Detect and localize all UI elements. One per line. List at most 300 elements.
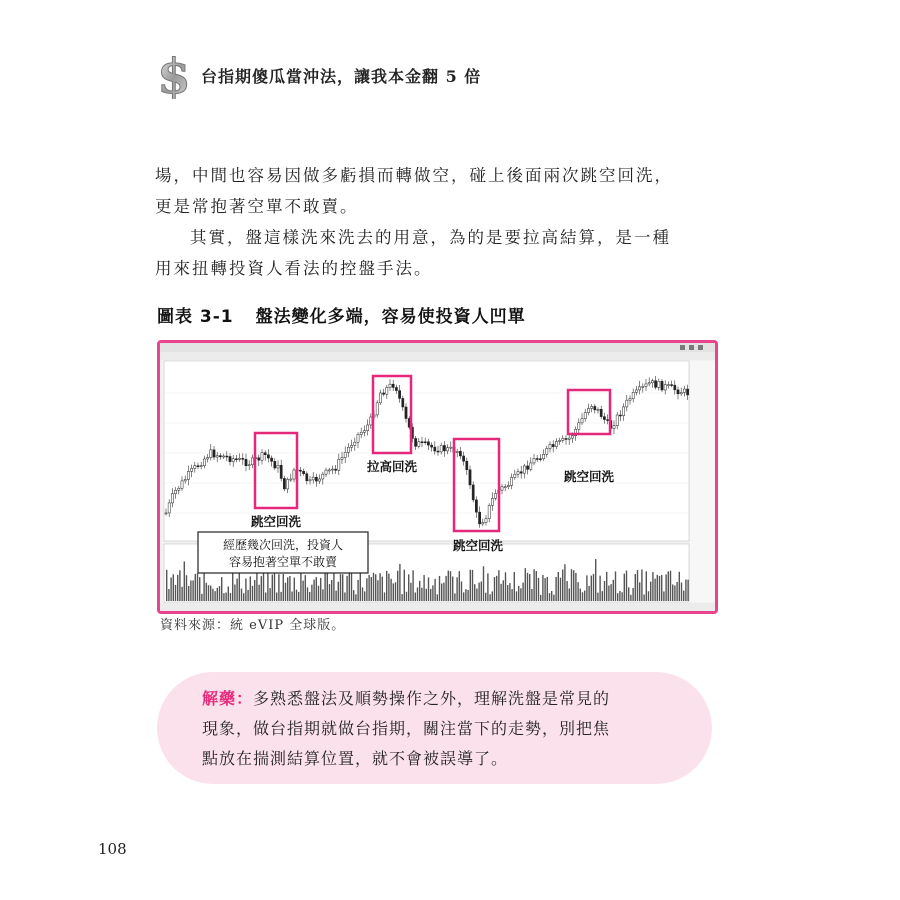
candle-body (607, 420, 609, 421)
candle-body (536, 458, 538, 459)
right-axis-strip (690, 361, 715, 602)
candle-body (581, 419, 583, 423)
volume-bar (461, 581, 462, 601)
paragraph-line: 用來扭轉投資人看法的控盤手法。 (155, 259, 433, 278)
candle-body (635, 390, 637, 392)
volume-bar (509, 583, 510, 601)
volume-bar (311, 585, 312, 601)
candle-body (683, 389, 685, 392)
volume-bar (639, 582, 640, 601)
volume-bar (410, 583, 411, 601)
chart-svg (160, 343, 715, 611)
volume-bar (280, 592, 281, 601)
volume-bar (549, 593, 550, 601)
volume-bar (472, 570, 473, 601)
candle-body (370, 417, 372, 425)
candle-body (584, 413, 586, 419)
candle-body (354, 442, 356, 445)
volume-bar (377, 580, 378, 601)
volume-bar (269, 588, 270, 601)
candle-body (168, 503, 170, 513)
volume-bar (683, 591, 684, 601)
candle-body (440, 445, 442, 451)
candle-body (338, 459, 340, 470)
candle-body (219, 456, 221, 457)
volume-bar (604, 581, 605, 601)
remedy-line-3: 點放在揣測結算位置，就不會被誤導了。 (202, 749, 509, 768)
price-plot-area (164, 361, 689, 541)
candle-body (386, 388, 388, 395)
candle-body (587, 408, 589, 412)
candle-body (274, 461, 276, 468)
candle-body (251, 458, 253, 465)
volume-bar (685, 580, 686, 601)
volume-bar (518, 586, 519, 601)
volume-bar (305, 575, 306, 601)
chart-toolbar (160, 352, 715, 360)
candle-body (242, 458, 244, 459)
volume-bar (261, 576, 262, 601)
candle-body (328, 470, 330, 471)
candle-body (651, 381, 653, 383)
candle-body (315, 477, 317, 481)
candle-body (200, 466, 202, 467)
candle-body (501, 487, 503, 490)
candle-body (629, 399, 631, 400)
candle-body (431, 445, 433, 447)
volume-bar (665, 574, 666, 601)
volume-bar (241, 589, 242, 601)
candle-body (383, 393, 385, 394)
candle-body (456, 451, 458, 452)
volume-bar (201, 594, 202, 601)
remedy-line-1 (202, 684, 682, 714)
volume-bar (324, 570, 325, 601)
volume-bar (421, 588, 422, 601)
body-text (155, 160, 715, 284)
volume-bar (489, 594, 490, 601)
volume-bar (591, 576, 592, 601)
volume-bar (511, 589, 512, 601)
remedy-box (157, 672, 712, 784)
volume-bar (419, 581, 420, 601)
volume-bar (254, 580, 255, 601)
volume-bar (542, 575, 543, 601)
volume-bar (344, 592, 345, 601)
volume-bar (177, 575, 178, 601)
volume-bar (522, 583, 523, 601)
candle-body (171, 494, 173, 503)
candle-body (223, 456, 225, 457)
candle-body (405, 407, 407, 419)
candle-body (261, 453, 263, 461)
volume-bar (184, 561, 185, 601)
volume-bar (621, 592, 622, 601)
volume-bar (538, 578, 539, 601)
volume-bar (500, 584, 501, 601)
volume-bar (584, 591, 585, 601)
volume-bar (577, 582, 578, 601)
volume-bar (223, 593, 224, 601)
window-controls (680, 345, 703, 350)
volume-bar (529, 574, 530, 601)
candle-body (325, 470, 327, 474)
volume-bar (487, 573, 488, 601)
volume-bar (560, 578, 561, 601)
candle-body (511, 477, 513, 485)
volume-bar (564, 564, 565, 601)
volume-bar (525, 568, 526, 601)
candle-body (299, 470, 301, 471)
figure-caption: 盤法變化多端，容易使投資人凹單 (255, 307, 526, 327)
volume-bar (289, 576, 290, 601)
volume-bar (199, 577, 200, 601)
volume-bar (214, 591, 215, 601)
volume-bar (366, 578, 367, 601)
volume-bar (362, 587, 363, 601)
volume-bar (443, 583, 444, 601)
volume-bar (384, 592, 385, 601)
candle-body (424, 442, 426, 443)
volume-bar (208, 585, 209, 601)
candle-body (527, 466, 529, 469)
volume-bar (630, 595, 631, 601)
candle-body (402, 398, 404, 407)
volume-bar (467, 590, 468, 601)
volume-bar (679, 572, 680, 601)
candle-body (565, 439, 567, 440)
candle-body (331, 469, 333, 470)
volume-bar (379, 573, 380, 601)
candle-body (447, 448, 449, 451)
volume-bar (615, 571, 616, 601)
volume-bar (575, 573, 576, 601)
volume-bar (597, 593, 598, 601)
candle-body (645, 384, 647, 386)
candle-body (546, 448, 548, 454)
volume-bar (485, 593, 486, 601)
candle-body (450, 447, 452, 448)
volume-bar (498, 570, 499, 601)
candle-body (437, 451, 439, 452)
volume-bar (434, 579, 435, 601)
volume-bar (595, 559, 596, 601)
candle-body (671, 385, 673, 386)
candle-body (312, 477, 314, 480)
volume-bar (276, 592, 277, 601)
candle-body (594, 406, 596, 409)
volume-bar (179, 570, 180, 601)
candle-body (335, 469, 337, 470)
volume-bar (333, 572, 334, 601)
volume-bar (192, 580, 193, 601)
volume-bar (342, 574, 343, 601)
volume-bar (432, 585, 433, 601)
candle-body (661, 381, 663, 390)
candle-body (271, 458, 273, 461)
volume-bar (210, 586, 211, 601)
candle-body (514, 474, 516, 477)
candle-body (555, 442, 557, 447)
candle-body (639, 387, 641, 390)
volume-bar (346, 576, 347, 601)
candle-body (443, 445, 445, 450)
volume-bar (353, 590, 354, 601)
candle-body (600, 409, 602, 416)
volume-bar (247, 590, 248, 601)
candle-body (482, 522, 484, 523)
figure-source: 資料來源：統 eVIP 全球版。 (160, 618, 346, 633)
candle-body (187, 471, 189, 479)
volume-bar (626, 571, 627, 601)
chart-screenshot (157, 340, 718, 614)
volume-bar (355, 594, 356, 601)
candle-body (229, 456, 231, 461)
candle-body (552, 444, 554, 446)
candle-body (520, 472, 522, 473)
candle-body (232, 459, 234, 462)
dollar-sign-icon (155, 51, 193, 99)
candle-body (648, 383, 650, 384)
volume-bar (285, 583, 286, 601)
candle-body (421, 442, 423, 443)
volume-bar (228, 586, 229, 601)
volume-bar (390, 579, 391, 601)
candle-body (248, 465, 250, 466)
volume-bar (206, 583, 207, 601)
candle-body (392, 384, 394, 387)
volume-bar (562, 570, 563, 601)
candle-body (277, 465, 279, 468)
volume-bar (505, 572, 506, 601)
candle-body (479, 512, 481, 524)
volume-bar (340, 574, 341, 601)
candle-body (226, 456, 228, 457)
candle-body (533, 458, 535, 462)
candle-body (495, 494, 497, 499)
volume-bar (533, 569, 534, 601)
volume-bar (294, 578, 295, 601)
volume-bar (674, 585, 675, 601)
candle-body (283, 478, 285, 489)
volume-bar (272, 575, 273, 601)
volume-bar (536, 571, 537, 601)
volume-bar (652, 572, 653, 601)
volume-bar (555, 577, 556, 601)
candle-body (351, 445, 353, 447)
volume-bar (507, 585, 508, 601)
volume-bar (203, 569, 204, 601)
volume-bar (610, 584, 611, 601)
volume-bar (661, 575, 662, 601)
paragraph-line: 場，中間也容易因做多虧損而轉做空，碰上後面兩次跳空回洗， (155, 166, 673, 185)
label-gap2: 跳空回洗 (452, 538, 504, 553)
volume-bar (558, 572, 559, 601)
candle-body (591, 406, 593, 408)
volume-bar (635, 574, 636, 601)
candle-body (655, 381, 657, 388)
candle-body (626, 400, 628, 407)
candle-body (239, 458, 241, 459)
remedy-line-2: 現象，做台指期就做台指期，關注當下的走勢，別把焦 (202, 719, 611, 738)
volume-bar (300, 572, 301, 601)
volume-bar (243, 593, 244, 601)
volume-bar (417, 587, 418, 601)
volume-bar (650, 582, 651, 601)
volume-bar (195, 574, 196, 601)
candle-body (181, 481, 183, 488)
volume-bar (401, 594, 402, 601)
volume-bar (335, 591, 336, 601)
volume-bar (258, 585, 259, 601)
volume-bar (632, 588, 633, 601)
candle-body (399, 391, 401, 399)
volume-bar (659, 576, 660, 601)
candle-body (507, 485, 509, 486)
candle-body (469, 470, 471, 485)
candle-body (395, 387, 397, 390)
volume-bar (606, 572, 607, 601)
volume-bar (316, 577, 317, 601)
candle-body (194, 466, 196, 469)
volume-bar (470, 570, 471, 601)
candle-body (191, 468, 193, 471)
note-line-1: 經歷幾次回洗，投資人 (222, 538, 344, 552)
candle-body (341, 457, 343, 459)
candle-body (363, 431, 365, 433)
volume-bar (399, 564, 400, 601)
candle-body (613, 426, 615, 429)
volume-bar (357, 580, 358, 601)
volume-bar (360, 573, 361, 601)
candle-body (463, 456, 465, 461)
candle-body (616, 415, 618, 426)
volume-bar (608, 586, 609, 601)
remedy-text-1: 多熟悉盤法及順勢操作之外，理解洗盤是常見的 (253, 689, 611, 708)
volume-bar (582, 592, 583, 601)
volume-bar (452, 577, 453, 601)
volume-bar (375, 574, 376, 601)
volume-bar (643, 594, 644, 601)
volume-bar (448, 571, 449, 601)
volume-bar (181, 587, 182, 601)
volume-bar (302, 581, 303, 601)
label-pull: 拉高回洗 (366, 459, 418, 474)
volume-bar (197, 573, 198, 601)
volume-bar (478, 583, 479, 601)
volume-bar (481, 582, 482, 601)
volume-bar (516, 591, 517, 601)
candle-body (491, 498, 493, 505)
volume-bar (291, 592, 292, 601)
volume-bar (395, 582, 396, 601)
candle-body (549, 444, 551, 448)
volume-bar (318, 586, 319, 601)
candle-body (677, 390, 679, 394)
volume-bar (371, 577, 372, 601)
volume-bar (423, 575, 424, 601)
candle-body (344, 452, 346, 457)
paragraph-line: 更是常抱著空單不敢賣。 (155, 197, 359, 216)
volume-bar (287, 577, 288, 601)
volume-bar (265, 593, 266, 601)
remedy-label: 解藥： (202, 689, 254, 708)
volume-bar (687, 580, 688, 601)
volume-bar (186, 575, 187, 601)
volume-bar (252, 586, 253, 601)
volume-bar (573, 570, 574, 601)
volume-bar (168, 589, 169, 601)
volume-bar (646, 571, 647, 601)
volume-bar (599, 576, 600, 601)
candle-body (303, 471, 305, 473)
candle-body (367, 425, 369, 431)
candle-body (178, 488, 180, 490)
candle-body (562, 439, 564, 441)
volume-bar (459, 571, 460, 601)
volume-bar (540, 595, 541, 601)
volume-bar (474, 584, 475, 601)
volume-bar (397, 571, 398, 601)
volume-bar (408, 574, 409, 601)
candle-body (203, 459, 205, 466)
volume-bar (426, 589, 427, 601)
volume-bar (225, 593, 226, 601)
volume-bar (327, 574, 328, 601)
page-number: 108 (98, 840, 127, 858)
volume-bar (628, 587, 629, 601)
candle-body (664, 385, 666, 390)
candle-body (389, 384, 391, 387)
volume-bar (437, 594, 438, 601)
volume-bar (430, 589, 431, 601)
volume-bar (476, 589, 477, 601)
candle-body (674, 385, 676, 390)
page-header (155, 50, 481, 100)
volume-bar (531, 589, 532, 601)
candle-body (530, 463, 532, 469)
volume-bar (256, 571, 257, 601)
candle-body (290, 479, 292, 480)
candle-body (523, 466, 525, 473)
candle-body (306, 474, 308, 481)
volume-bar (514, 572, 515, 601)
volume-bar (520, 588, 521, 601)
candle-body (466, 461, 468, 470)
volume-bar (668, 571, 669, 601)
candle-body (658, 381, 660, 387)
volume-bar (676, 582, 677, 601)
candle-body (571, 436, 573, 438)
volume-bar (415, 593, 416, 601)
volume-bar (450, 571, 451, 601)
candle-body (539, 459, 541, 460)
candle-body (213, 450, 215, 457)
volume-bar (190, 580, 191, 601)
candle-body (357, 435, 359, 443)
volume-bar (553, 595, 554, 601)
volume-bar (593, 574, 594, 601)
volume-bar (547, 577, 548, 601)
candle-body (379, 393, 381, 403)
volume-bar (619, 591, 620, 601)
volume-bar (571, 569, 572, 601)
candle-body (485, 519, 487, 523)
volume-bar (239, 571, 240, 601)
volume-bar (654, 579, 655, 601)
volume-bar (527, 573, 528, 601)
volume-bar (322, 589, 323, 601)
